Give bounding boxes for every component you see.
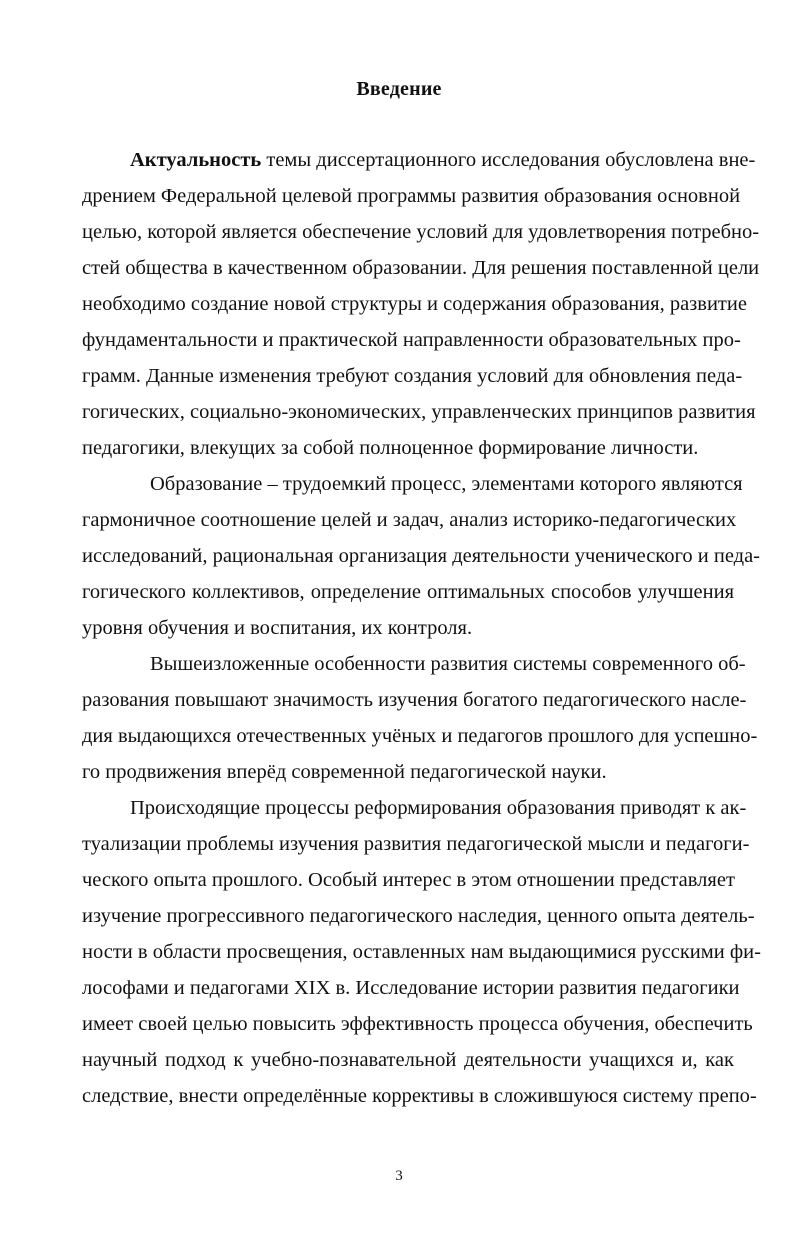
line-text: темы диссертационного исследования обусловлена вне-: [261, 149, 756, 171]
text-line-7: грамм. Данные изменения требуют создания условий для обновления педа-: [82, 365, 743, 387]
text-line-26: научный подход к учебно-познавательной деятельности учащихся и, как: [82, 1049, 734, 1071]
bold-term: Актуальность: [130, 149, 262, 171]
text-line-18: го продвижения вперёд современной педагогической науки.: [82, 761, 607, 783]
text-line-8: гогических, социально-экономических, управленческих принципов развития: [82, 401, 756, 423]
text-line-15: Вышеизложенные особенности развития системы современного об-: [150, 653, 746, 675]
text-line-11: гармоничное соотношение целей и задач, анализ историко-педагогических: [82, 509, 737, 531]
text-line-12: исследований, рациональная организация деятельности ученического и педа-: [82, 545, 761, 567]
page-number: 3: [395, 1168, 403, 1184]
text-line-9: педагогики, влекущих за собой полноценное формирование личности.: [82, 437, 699, 459]
text-line-14: уровня обучения и воспитания, их контроля.: [82, 617, 473, 639]
text-line-21: ческого опыта прошлого. Особый интерес в этом отношении представляет: [82, 869, 735, 891]
text-line-24: лософами и педагогами XIX в. Исследование истории развития педагогики: [82, 977, 740, 999]
text-line-6: фундаментальности и практической направленности образовательных про-: [82, 329, 741, 351]
text-line-5: необходимо создание новой структуры и содержания образования, развитие: [82, 293, 747, 315]
text-line-17: дия выдающихся отечественных учёных и педагогов прошлого для успешно-: [82, 725, 758, 747]
text-line-13: гогического коллективов, определение оптимальных способов улучшения: [82, 581, 734, 603]
text-line-10: Образование – трудоемкий процесс, элементами которого являются: [150, 473, 743, 495]
text-line-16: разования повышают значимость изучения богатого педагогического насле-: [82, 689, 747, 711]
text-line-3: целью, которой является обеспечение условий для удовлетворения потребно-: [82, 221, 760, 243]
text-line-4: стей общества в качественном образовании. Для решения поставленной цели: [82, 257, 760, 279]
text-line-19: Происходящие процессы реформирования образования приводят к ак-: [130, 797, 747, 819]
text-line-1: [130, 142, 756, 178]
text-line-27: следствие, внести определённые коррективы в сложившуюся систему препо-: [82, 1085, 757, 1107]
text-line-23: ности в области просвещения, оставленных нам выдающимися русскими фи-: [82, 941, 761, 963]
text-line-2: дрением Федеральной целевой программы развития образования основной: [82, 185, 741, 207]
text-line-22: изучение прогрессивного педагогического наследия, ценного опыта деятель-: [82, 905, 755, 927]
page-title: Введение: [356, 78, 442, 100]
text-line-25: имеет своей целью повысить эффективность процесса обучения, обеспечить: [82, 1013, 753, 1035]
text-line-20: туализации проблемы изучения развития педагогической мысли и педагоги-: [82, 833, 750, 855]
